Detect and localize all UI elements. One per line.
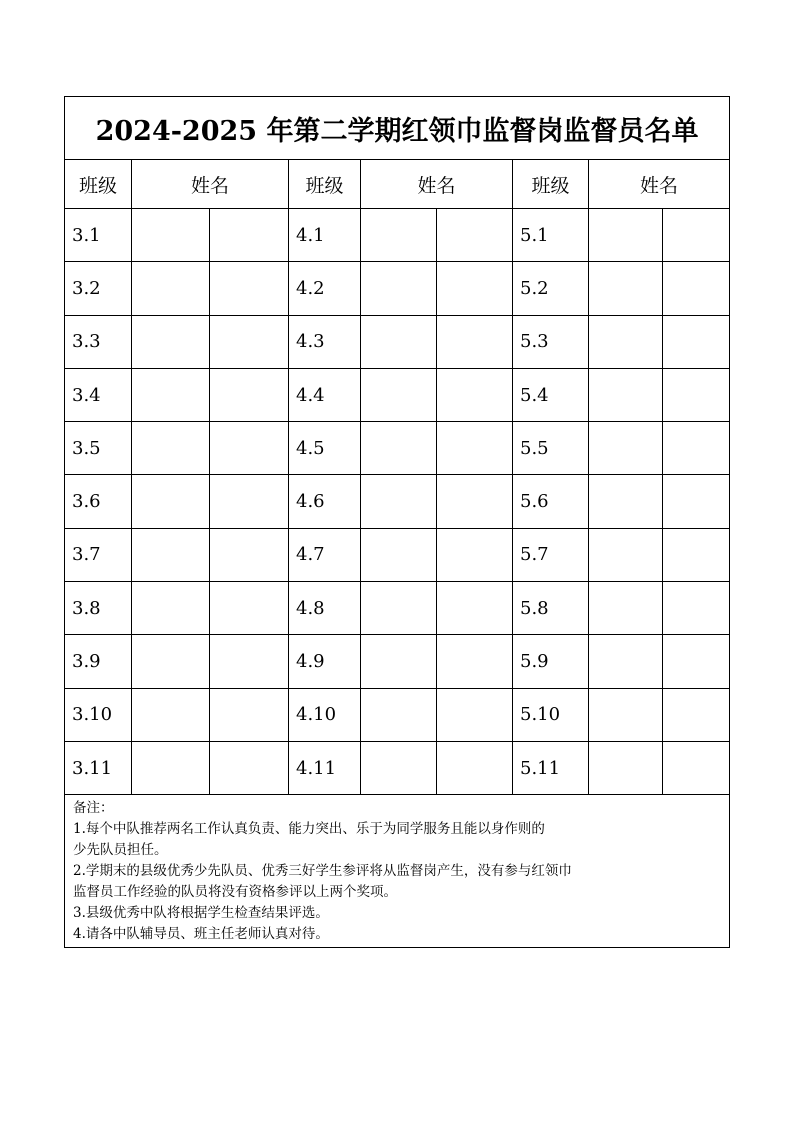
class-cell: 4.5 <box>289 422 361 475</box>
name-cell[interactable] <box>210 368 289 421</box>
notes-row <box>65 795 730 948</box>
name-cell[interactable] <box>663 741 730 794</box>
class-cell: 3.7 <box>65 528 132 581</box>
name-cell[interactable] <box>589 475 663 528</box>
name-cell[interactable] <box>663 688 730 741</box>
name-cell[interactable] <box>132 368 210 421</box>
class-cell: 5.6 <box>513 475 589 528</box>
notes-heading: 备注： <box>73 800 114 817</box>
name-cell[interactable] <box>361 635 437 688</box>
name-cell[interactable] <box>663 262 730 315</box>
name-cell[interactable] <box>361 262 437 315</box>
table-row <box>65 368 730 421</box>
name-cell[interactable] <box>132 422 210 475</box>
name-cell[interactable] <box>663 475 730 528</box>
class-cell: 4.9 <box>289 635 361 688</box>
class-cell: 5.9 <box>513 635 589 688</box>
name-cell[interactable] <box>210 422 289 475</box>
class-cell: 3.3 <box>65 315 132 368</box>
class-cell: 5.5 <box>513 422 589 475</box>
name-cell[interactable] <box>663 315 730 368</box>
name-cell[interactable] <box>589 688 663 741</box>
class-cell: 3.11 <box>65 741 132 794</box>
class-cell: 3.8 <box>65 582 132 635</box>
table-row <box>65 475 730 528</box>
class-cell: 4.2 <box>289 262 361 315</box>
class-cell: 4.6 <box>289 475 361 528</box>
table-row <box>65 582 730 635</box>
name-cell[interactable] <box>210 741 289 794</box>
class-header: 班级 <box>65 160 132 209</box>
name-cell[interactable] <box>437 528 513 581</box>
name-cell[interactable] <box>589 209 663 262</box>
name-cell[interactable] <box>361 475 437 528</box>
class-cell: 5.3 <box>513 315 589 368</box>
note-line: 3.县级优秀中队将根据学生检查结果评选。 <box>73 905 329 922</box>
class-cell: 4.8 <box>289 582 361 635</box>
name-cell[interactable] <box>210 475 289 528</box>
name-cell[interactable] <box>437 475 513 528</box>
note-line: 少先队员担任。 <box>73 842 168 859</box>
table-row <box>65 688 730 741</box>
name-cell[interactable] <box>663 368 730 421</box>
class-cell: 3.6 <box>65 475 132 528</box>
name-cell[interactable] <box>663 422 730 475</box>
name-cell[interactable] <box>589 635 663 688</box>
note-line: 4.请各中队辅导员、班主任老师认真对待。 <box>73 926 329 943</box>
table-row <box>65 528 730 581</box>
name-cell[interactable] <box>589 582 663 635</box>
name-cell[interactable] <box>210 528 289 581</box>
class-cell: 3.10 <box>65 688 132 741</box>
class-cell: 3.9 <box>65 635 132 688</box>
name-cell[interactable] <box>361 209 437 262</box>
class-cell: 4.7 <box>289 528 361 581</box>
class-cell: 5.8 <box>513 582 589 635</box>
name-cell[interactable] <box>589 368 663 421</box>
notes-section <box>65 795 730 948</box>
table-row <box>65 209 730 262</box>
name-cell[interactable] <box>132 741 210 794</box>
name-header: 姓名 <box>361 160 513 209</box>
class-cell: 5.4 <box>513 368 589 421</box>
name-cell[interactable] <box>437 688 513 741</box>
name-cell[interactable] <box>663 635 730 688</box>
name-cell[interactable] <box>132 475 210 528</box>
name-cell[interactable] <box>437 315 513 368</box>
name-cell[interactable] <box>361 528 437 581</box>
class-cell: 4.4 <box>289 368 361 421</box>
class-cell: 3.2 <box>65 262 132 315</box>
name-cell[interactable] <box>663 528 730 581</box>
name-cell[interactable] <box>210 582 289 635</box>
name-cell[interactable] <box>361 582 437 635</box>
name-cell[interactable] <box>132 635 210 688</box>
roster-table <box>64 96 730 948</box>
class-cell: 4.1 <box>289 209 361 262</box>
name-cell[interactable] <box>361 688 437 741</box>
class-cell: 5.1 <box>513 209 589 262</box>
name-cell[interactable] <box>437 582 513 635</box>
name-cell[interactable] <box>210 315 289 368</box>
name-cell[interactable] <box>437 262 513 315</box>
class-cell: 3.5 <box>65 422 132 475</box>
class-cell: 3.4 <box>65 368 132 421</box>
note-line: 2.学期末的县级优秀少先队员、优秀三好学生参评将从监督岗产生，没有参与红领巾 <box>73 863 572 880</box>
name-cell[interactable] <box>589 315 663 368</box>
class-cell: 5.7 <box>513 528 589 581</box>
note-line: 1.每个中队推荐两名工作认真负责、能力突出、乐于为同学服务且能以身作则的 <box>73 821 545 838</box>
name-header: 姓名 <box>589 160 730 209</box>
name-header: 姓名 <box>132 160 289 209</box>
name-cell[interactable] <box>132 582 210 635</box>
name-cell[interactable] <box>132 528 210 581</box>
name-cell[interactable] <box>132 262 210 315</box>
name-cell[interactable] <box>437 635 513 688</box>
class-cell: 5.10 <box>513 688 589 741</box>
class-cell: 3.1 <box>65 209 132 262</box>
page-title: 2024-2025 年第二学期红领巾监督岗监督员名单 <box>65 97 730 160</box>
header-row <box>65 160 730 209</box>
class-cell: 4.3 <box>289 315 361 368</box>
name-cell[interactable] <box>361 368 437 421</box>
name-cell[interactable] <box>361 741 437 794</box>
name-cell[interactable] <box>589 262 663 315</box>
name-cell[interactable] <box>361 315 437 368</box>
name-cell[interactable] <box>437 422 513 475</box>
name-cell[interactable] <box>132 688 210 741</box>
table-row <box>65 635 730 688</box>
name-cell[interactable] <box>663 209 730 262</box>
table-row <box>65 422 730 475</box>
name-cell[interactable] <box>210 209 289 262</box>
name-cell[interactable] <box>132 315 210 368</box>
class-cell: 5.2 <box>513 262 589 315</box>
table-row <box>65 741 730 794</box>
name-cell[interactable] <box>132 209 210 262</box>
class-cell: 4.11 <box>289 741 361 794</box>
name-cell[interactable] <box>437 209 513 262</box>
class-cell: 4.10 <box>289 688 361 741</box>
class-header: 班级 <box>513 160 589 209</box>
name-cell[interactable] <box>589 528 663 581</box>
table-row <box>65 262 730 315</box>
name-cell[interactable] <box>589 422 663 475</box>
name-cell[interactable] <box>210 688 289 741</box>
table-row <box>65 315 730 368</box>
class-cell: 5.11 <box>513 741 589 794</box>
name-cell[interactable] <box>361 422 437 475</box>
name-cell[interactable] <box>437 741 513 794</box>
name-cell[interactable] <box>663 582 730 635</box>
name-cell[interactable] <box>437 368 513 421</box>
name-cell[interactable] <box>589 741 663 794</box>
note-line: 监督员工作经验的队员将没有资格参评以上两个奖项。 <box>73 884 397 901</box>
name-cell[interactable] <box>210 635 289 688</box>
name-cell[interactable] <box>210 262 289 315</box>
class-header: 班级 <box>289 160 361 209</box>
